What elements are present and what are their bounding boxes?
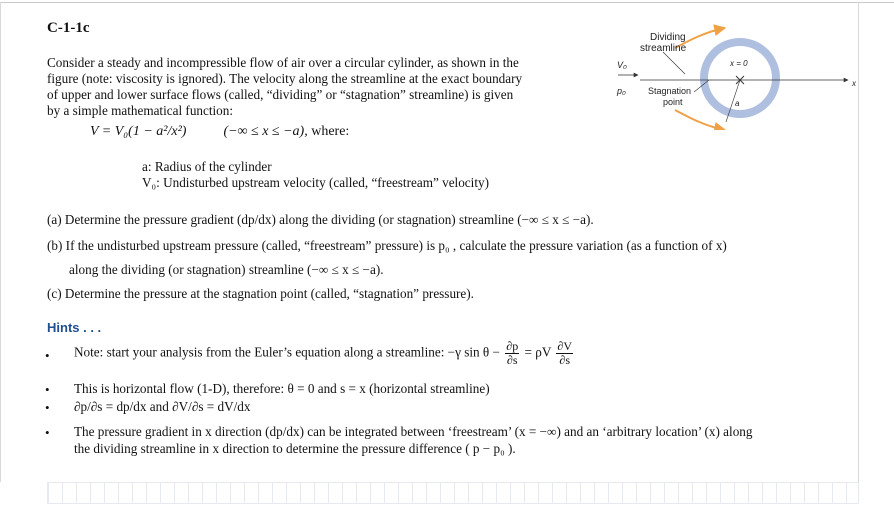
hint-euler-mid: = ρV [524, 344, 552, 360]
hints-title: Hints . . . [47, 320, 102, 335]
fraction-numerator: ∂p [506, 339, 519, 353]
problem-heading: C-1-1c [47, 20, 90, 36]
dividing-leader [663, 52, 685, 74]
equation-domain: (−∞ ≤ x ≤ −a), [223, 124, 308, 139]
cylinder-flow-figure [590, 10, 860, 130]
hint-horizontal-flow: This is horizontal flow (1-D), therefore: θ = 0 and s = x (horizontal streamline) [74, 381, 490, 396]
intro-line: by a simple mathematical function: [47, 103, 234, 118]
hint-euler [74, 340, 575, 367]
left-rule [0, 2, 1, 482]
label-v0: V₀ [617, 60, 627, 70]
fraction-dp-ds [505, 340, 519, 367]
intro-line: of upper and lower surface flows (called, “dividing” or “stagnation” streamline) is given [47, 87, 514, 102]
label-x: x [852, 79, 856, 88]
equation-where: where: [311, 124, 350, 139]
definition-freestream: V₀: Undisturbed upstream velocity (called, “freestream” velocity) [142, 175, 489, 190]
question-b-line1: (b) If the undisturbed upstream pressure (called, “freestream” pressure) is p₀ , calculate the pressure variation (as a function of x) [47, 238, 727, 253]
question-c: (c) Determine the pressure at the stagnation point (called, “stagnation” pressure). [47, 286, 474, 301]
bullet-icon: • [45, 382, 50, 397]
intro-line: figure (note: viscosity is ignored). The velocity along the streamline at the exact boundary [47, 71, 523, 86]
bullet-icon: • [45, 400, 50, 415]
label-a: a [735, 99, 740, 108]
label-x0: x = 0 [730, 59, 748, 68]
question-a: (a) Determine the pressure gradient (dp/dx) along the dividing (or stagnation) streamline (−∞ ≤ x ≤ −a). [47, 212, 594, 227]
question-b-line2: along the dividing (or stagnation) streamline (−∞ ≤ x ≤ −a). [69, 262, 384, 277]
intro-line: Consider a steady and incompressible flow of air over a circular cylinder, as shown in the [47, 55, 519, 70]
lower-flow-curve [675, 110, 725, 130]
equation-formula: V = V₀(1 − a²/x²) [90, 124, 187, 139]
fraction-numerator: ∂V [557, 339, 573, 353]
label-p0: p₀ [617, 86, 626, 96]
fraction-dv-ds [556, 340, 573, 367]
label-dividing-1: Dividing [650, 32, 686, 43]
definition-radius: a: Radius of the cylinder [142, 159, 272, 174]
bullet-icon: • [45, 348, 50, 363]
top-rule [0, 2, 894, 3]
label-stagnation-2: point [663, 97, 683, 107]
grid-strip [47, 482, 859, 504]
hint-integration-line2: the dividing streamline in x direction to determine the pressure difference ( p − p₀ ). [74, 441, 516, 456]
cylinder-body [709, 47, 771, 109]
definitions [142, 159, 489, 191]
bullet-icon: • [45, 425, 50, 440]
fraction-denominator: ∂s [506, 353, 518, 367]
hint-euler-prefix: Note: start your analysis from the Euler’s equation along a streamline: −γ sin θ − [74, 344, 500, 360]
velocity-equation [90, 124, 349, 140]
label-dividing-2: streamline [640, 43, 687, 54]
intro-paragraph [47, 55, 597, 119]
label-stagnation-1: Stagnation [648, 86, 692, 96]
fraction-denominator: ∂s [559, 353, 571, 367]
hint-derivatives: ∂p/∂s = dp/dx and ∂V/∂s = dV/dx [74, 399, 251, 414]
hint-integration-line1: The pressure gradient in x direction (dp/dx) can be integrated between ‘freestream’ (x = −∞) and an ‘arbitrary location’ (x) along [74, 424, 753, 439]
